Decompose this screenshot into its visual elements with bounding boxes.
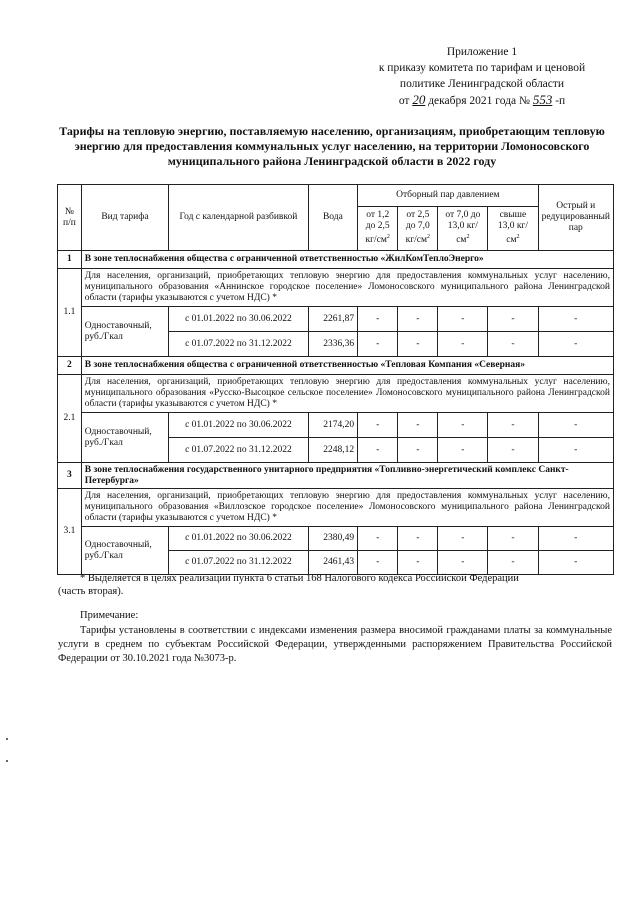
period-cell: с 01.07.2022 по 31.12.2022 (169, 551, 308, 575)
zone-title: В зоне теплоснабжения государственного унитарного предприятия «Топливно-энергетический комплекс Санкт-Петербурга» (81, 463, 613, 489)
subsection-number: 1.1 (58, 269, 82, 357)
section-number: 1 (58, 251, 82, 269)
order-suffix: -п (555, 95, 566, 107)
sharp-steam-value: - (538, 332, 613, 357)
appendix-date-line (352, 92, 612, 109)
pressure-3-value: - (438, 332, 488, 357)
tariff-type: Одноставочный, руб./Гкал (81, 527, 168, 575)
pressure-4-value: - (488, 527, 538, 551)
tariff-type: Одноставочный, руб./Гкал (81, 413, 168, 463)
pressure-4-value: - (488, 413, 538, 438)
tariff-type: Одноставочный, руб./Гкал (81, 307, 168, 357)
pressure-2-value: - (398, 527, 438, 551)
sharp-steam-value: - (538, 307, 613, 332)
header-num: № п/п (58, 185, 82, 251)
pressure-1-value: - (358, 413, 398, 438)
pressure-1-value: - (358, 527, 398, 551)
handwritten-number: 553 (532, 92, 553, 107)
scan-artifact-dot (6, 760, 8, 762)
appendix-title: Приложение 1 (446, 46, 518, 58)
period-cell: с 01.07.2022 по 31.12.2022 (169, 332, 308, 357)
pressure-3-value: - (438, 551, 488, 575)
pressure-3-value: - (438, 307, 488, 332)
pressure-1-value: - (358, 438, 398, 463)
pressure-2-value: - (398, 307, 438, 332)
header-pressure-2: от 2,5 до 7,0 $кг/см^2$ (398, 207, 438, 251)
pressure-3-value: - (438, 527, 488, 551)
document-title: Тарифы на тепловую энергию, поставляемую населению, организациям, приобретающим тепловую энергию для предоставления коммунальных услуг населению, на территории Ломоносовского муниципального района Ленинградской области в 2022 году (59, 124, 605, 168)
pressure-4-value: - (488, 438, 538, 463)
period-cell: с 01.07.2022 по 31.12.2022 (169, 438, 308, 463)
water-value: 2461,43 (308, 551, 357, 575)
note-heading: Примечание: (80, 610, 139, 621)
consumer-description: Для населения, организаций, приобретающих тепловую энергию для предоставления коммунальных услуг населению, муниципального образования «Русско-Высоцкое сельское поселение» Ломоносовского муниципального района Ленинградской области (тарифы указываются с учетом НДС) * (81, 375, 613, 413)
section-number: 2 (58, 357, 82, 375)
water-value: 2248,12 (308, 438, 357, 463)
section-number: 3 (58, 463, 82, 489)
subsection-number: 2.1 (58, 375, 82, 463)
header-period: Год с календарной разбивкой (169, 185, 308, 251)
pressure-1-value: - (358, 332, 398, 357)
water-value: 2336,36 (308, 332, 357, 357)
pressure-3-value: - (438, 413, 488, 438)
water-value: 2261,87 (308, 307, 357, 332)
sharp-steam-value: - (538, 413, 613, 438)
period-cell: с 01.01.2022 по 30.06.2022 (169, 527, 308, 551)
vat-footnote: * Выделяется в целях реализации пункта 6 статьи 168 Налогового кодекса Российской Федерации (80, 573, 519, 584)
date-mid: декабря 2021 года № (428, 95, 530, 107)
period-cell: с 01.01.2022 по 30.06.2022 (169, 307, 308, 332)
date-prefix: от (398, 95, 410, 107)
sharp-steam-value: - (538, 551, 613, 575)
consumer-description: Для населения, организаций, приобретающих тепловую энергию для предоставления коммунальных услуг населению, муниципального образования «Аннинское городское поселение» Ломоносовского муниципального района Ленинградской области (тарифы указываются с учетом НДС) * (81, 269, 613, 307)
tariff-table (57, 184, 614, 575)
consumer-description: Для населения, организаций, приобретающих тепловую энергию для предоставления коммунальных услуг населению, муниципального образования «Виллозское городское поселение» Ломоносовского муниципального района Ленинградской области (тарифы указываются с учетом НДС) * (81, 489, 613, 527)
appendix-committee: политике Ленинградской области (399, 78, 565, 90)
header-pressure-3: от 7,0 до 13,0 $кг/см^2$ (438, 207, 488, 251)
header-tariff-type: Вид тарифа (81, 185, 168, 251)
pressure-4-value: - (488, 551, 538, 575)
water-value: 2174,20 (308, 413, 357, 438)
header-sharp-steam: Острый и редуцированный пар (538, 185, 613, 251)
zone-title: В зоне теплоснабжения общества с ограниченной ответственностью «Тепловая Компания «Северная» (81, 357, 613, 375)
pressure-2-value: - (398, 438, 438, 463)
sharp-steam-value: - (538, 438, 613, 463)
pressure-1-value: - (358, 307, 398, 332)
water-value: 2380,49 (308, 527, 357, 551)
appendix-header (352, 44, 612, 109)
pressure-2-value: - (398, 332, 438, 357)
handwritten-day: 20 (412, 92, 426, 107)
pressure-3-value: - (438, 438, 488, 463)
appendix-order-ref: к приказу комитета по тарифам и ценовой (378, 62, 586, 74)
pressure-4-value: - (488, 307, 538, 332)
pressure-2-value: - (398, 413, 438, 438)
note-body: Тарифы установлены в соответствии с индексами изменения размера вносимой гражданами платы за коммунальные услуги в среднем по субъектам Российской Федерации, утвержденными распоряжением Правительства Российской Федерации от 30.10.2021 года №3073-р. (58, 625, 612, 664)
period-cell: с 01.01.2022 по 30.06.2022 (169, 413, 308, 438)
pressure-2-value: - (398, 551, 438, 575)
header-pressure-4: свыше 13,0 $кг/см^2$ (488, 207, 538, 251)
scan-artifact-dot (6, 738, 8, 740)
pressure-4-value: - (488, 332, 538, 357)
zone-title: В зоне теплоснабжения общества с ограниченной ответственностью «ЖилКомТеплоЭнерго» (81, 251, 613, 269)
subsection-number: 3.1 (58, 489, 82, 575)
header-water: Вода (308, 185, 357, 251)
pressure-1-value: - (358, 551, 398, 575)
vat-footnote-continuation: (часть вторая). (58, 586, 124, 597)
header-pressure-1: от 1,2 до 2,5 $кг/см^2$ (358, 207, 398, 251)
header-steam-group: Отборный пар давлением (358, 185, 538, 207)
sharp-steam-value: - (538, 527, 613, 551)
